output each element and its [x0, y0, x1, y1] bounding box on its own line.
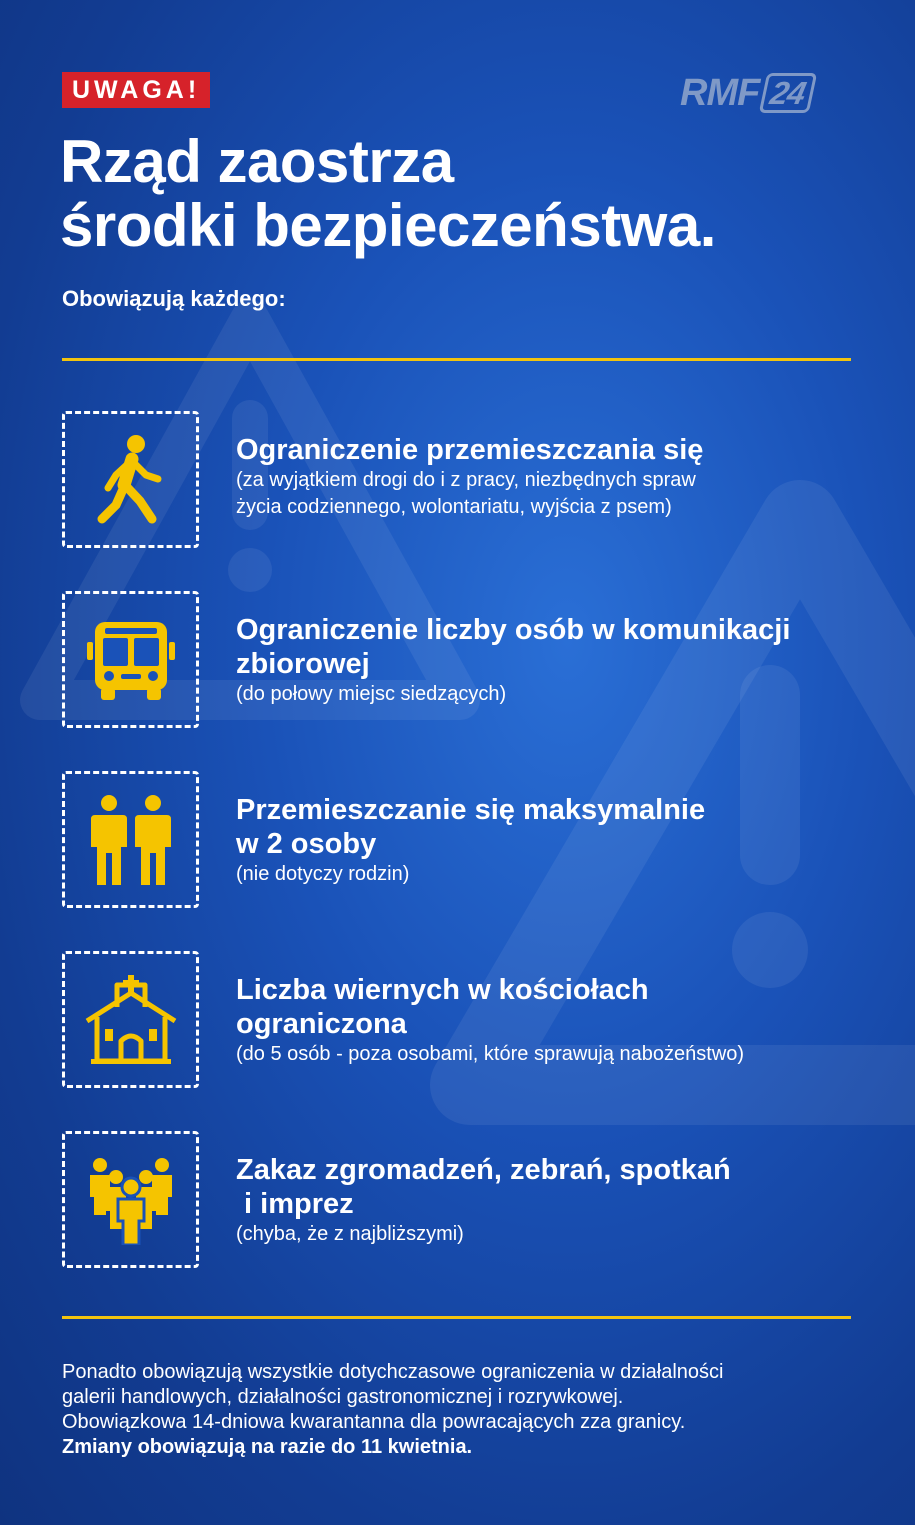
icon-frame	[62, 771, 199, 908]
item-note: (nie dotyczy rodzin)	[236, 863, 410, 885]
icon-frame	[62, 411, 199, 548]
item-note: (do połowy miejsc siedzących)	[236, 683, 507, 705]
footer-line: galerii handlowych, działalności gastronomicznej i rozrywkowej.	[62, 1386, 624, 1408]
item-text	[236, 793, 856, 888]
icon-frame	[62, 951, 199, 1088]
restriction-item-public-transport	[62, 591, 852, 728]
title-line-2: środki bezpieczeństwa.	[60, 192, 716, 259]
title-line-1: Rząd zaostrza	[60, 128, 454, 195]
page-title	[60, 130, 880, 258]
item-note: (do 5 osób - poza osobami, które sprawują nabożeństwo)	[236, 1043, 745, 1065]
footer-deadline: Zmiany obowiązują na razie do 11 kwietnia.	[62, 1436, 473, 1458]
bottom-divider	[62, 1316, 851, 1319]
subtitle: Obowiązują każdego:	[62, 286, 286, 311]
footer-notes	[62, 1360, 852, 1460]
restriction-item-gatherings	[62, 1131, 852, 1268]
item-note: życia codziennego, wolontariatu, wyjścia z psem)	[236, 496, 672, 518]
church-icon	[83, 975, 179, 1065]
top-divider	[62, 358, 851, 361]
item-title: Przemieszczanie się maksymalnie	[236, 794, 706, 826]
item-title: ograniczona	[236, 1008, 407, 1040]
item-text	[236, 973, 856, 1068]
restriction-item-two-people	[62, 771, 852, 908]
item-text	[236, 433, 856, 521]
crowd-icon	[86, 1155, 176, 1245]
item-title: w 2 osoby	[236, 828, 377, 860]
item-title: zbiorowej	[236, 648, 370, 680]
item-title: Zakaz zgromadzeń, zebrań, spotkań	[236, 1154, 731, 1186]
restriction-item-church	[62, 951, 852, 1088]
icon-frame	[62, 1131, 199, 1268]
item-title: i imprez	[236, 1188, 354, 1220]
rmf24-logo	[680, 72, 813, 114]
icon-frame	[62, 591, 199, 728]
walking-person-icon	[96, 433, 166, 527]
restriction-item-movement	[62, 411, 852, 548]
item-title: Liczba wiernych w kościołach	[236, 974, 649, 1006]
bus-icon	[85, 620, 177, 700]
footer-line: Obowiązkowa 14-dniowa kwarantanna dla powracających zza granicy.	[62, 1411, 686, 1433]
item-text	[236, 613, 856, 708]
footer-line: Ponadto obowiązują wszystkie dotychczasowe ograniczenia w działalności	[62, 1361, 724, 1383]
warning-badge: UWAGA!	[62, 72, 210, 108]
logo-number: 24	[759, 73, 817, 113]
item-title: Ograniczenie przemieszczania się	[236, 434, 704, 466]
item-text	[236, 1153, 856, 1248]
item-note: (za wyjątkiem drogi do i z pracy, niezbędnych spraw	[236, 469, 696, 491]
item-note: (chyba, że z najbliższymi)	[236, 1223, 464, 1245]
logo-text: RMF	[680, 71, 760, 114]
item-title: Ograniczenie liczby osób w komunikacji	[236, 614, 791, 646]
two-people-icon	[89, 795, 173, 885]
